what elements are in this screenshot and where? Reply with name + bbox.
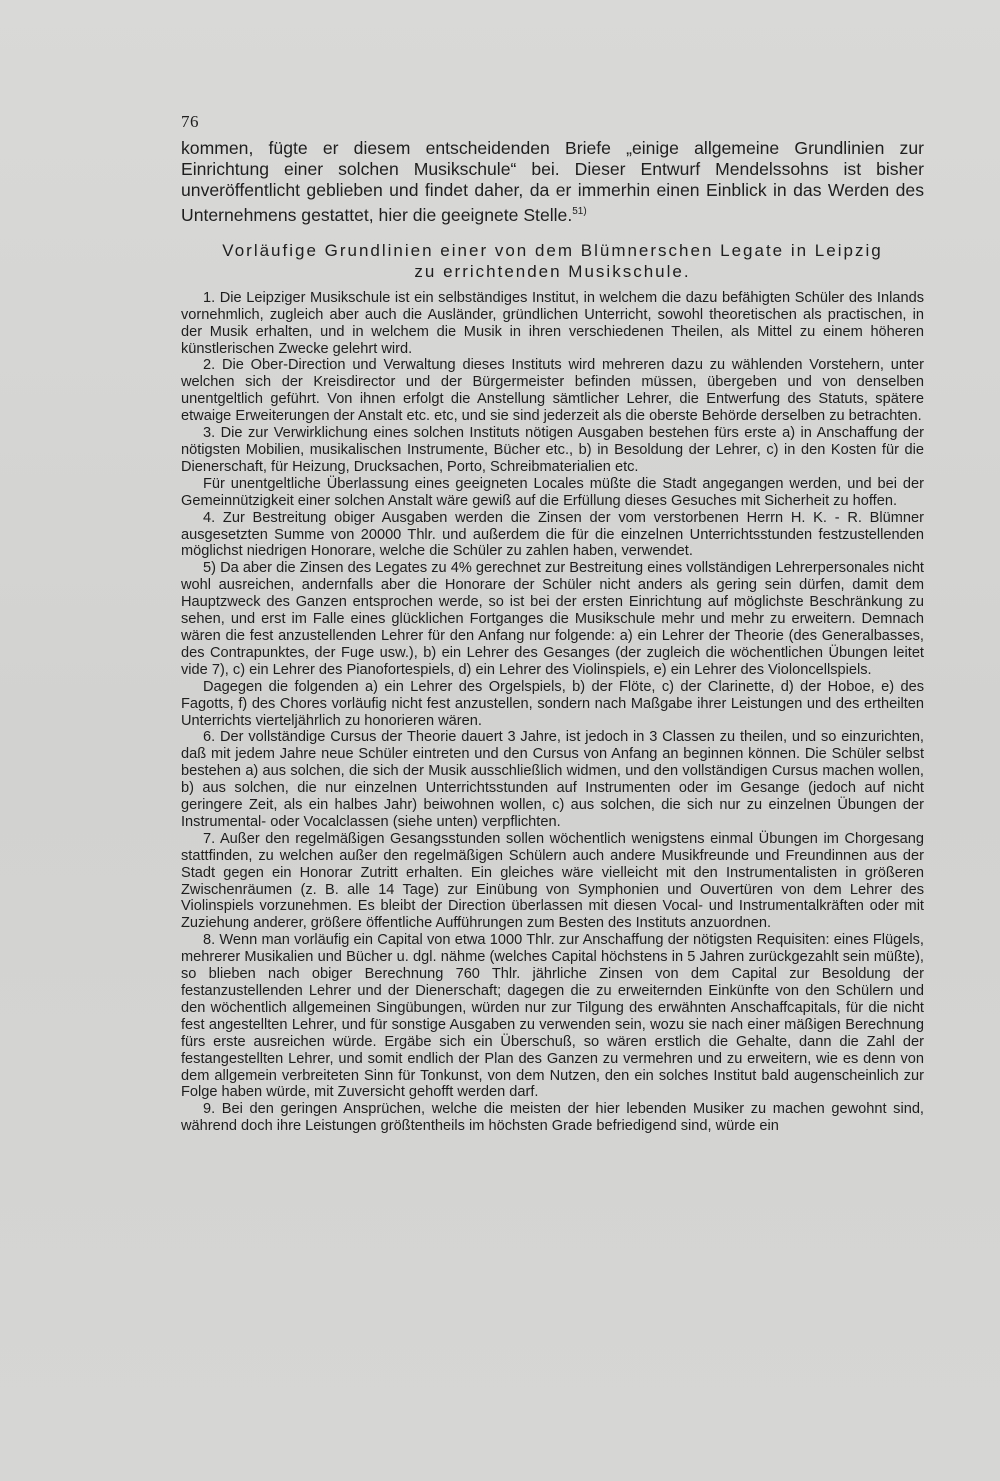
paragraph-1: 1. Die Leipziger Musikschule ist ein selbständiges Institut, in welchem die dazu befähigten Schüler des Inlands vornehmlich, zugleich aber auch die Ausländer, gründlichen Unterricht, sowohl theoretischen als practischen, in der Musik erhalten, und in welchem die Musik in ihren verschiedenen Theilen, als Mittel zu einem höheren künstlerischen Zwecke gelehrt wird. [181, 289, 924, 357]
paragraph-3: 3. Die zur Verwirklichung eines solchen Instituts nötigen Ausgaben bestehen fürs erste a) in Anschaffung der nötigsten Mobilien, musikalischen Instrumente, Bücher etc., b) in Besoldung der Lehrer, c) in den Kosten für die Dienerschaft, für Heizung, Drucksachen, Porto, Schreibmaterialien etc. [181, 425, 924, 475]
page-number: 76 [181, 112, 199, 131]
paragraph-2: 2. Die Ober-Direction und Verwaltung dieses Instituts wird mehreren dazu zu wählenden Vorstehern, unter welchen sich der Kreisdirector und der Bürgermeister befinden müssen, übergeben und von denselben unentgeltlich geführt. Von ihnen erfolgt die Anstellung sämtlicher Lehrer, die Entwerfung des Statuts, spätere etwaige Erweiterungen der Anstalt etc. etc, und sie sind jederzeit als die oberste Behörde derselben zu betrachten. [181, 357, 924, 425]
heading-line-2: zu errichtenden Musikschule. [414, 261, 691, 281]
heading-line-1: Vorläufige Grundlinien einer von dem Blümnerschen Legate in Leipzig [222, 240, 883, 260]
intro-text: kommen, fügte er diesem entscheidenden Briefe „einige allgemeine Grundlinien zur Einrichtung einer solchen Musikschule“ bei. Dieser Entwurf Mendelssohns ist bisher unveröffentlicht geblieben und findet daher, da er immerhin einen Einblick in das Werden des Unternehmens gestattet, hier die geeignete Stelle. [181, 138, 924, 225]
paragraph-8: 8. Wenn man vorläufig ein Capital von etwa 1000 Thlr. zur Anschaffung der nötigsten Requisiten: eines Flügels, mehrerer Musikalien und Bücher u. dgl. nähme (welches Capital höchstens in 5 Jahren zurückgezahlt sein müßte), so blieben nach obiger Berechnung 760 Thlr. jährliche Zinsen von dem Capital zur Besoldung der festanzustellenden Lehrer und der Dienerschaft; dagegen die zu erweiternden Einkünfte von den Schülern und den wöchentlich allgemeinen Singübungen, würden nur zur Tilgung des erwähnten Anschaffcapitals, für die nicht fest angestellten Lehrer, und für sonstige Ausgaben zu verwenden sein, wozu sie nach einer mäßigen Berechnung fürs erste ausreichen würde. Ergäbe sich ein Überschuß, so wären erstlich die Gehalte, dann die Zahl der festangestellten Lehrer, und somit endlich der Plan des Ganzen zu vermehren und zu erweitern, wie es denn von dem allgemein verbreiteten Sinn für Tonkunst, von dem Nutzen, den ein solches Institut bald augenscheinlich zur Folge haben würde, mit Zuversicht gehofft werden darf. [181, 932, 924, 1101]
footnote-ref: 51) [572, 206, 587, 217]
intro-paragraph [181, 138, 924, 226]
paragraph-9: 9. Bei den geringen Ansprüchen, welche die meisten der hier lebenden Musiker zu machen gewohnt sind, während doch ihre Leistungen größtentheils im höchsten Grade befriedigend sind, würde ein [181, 1101, 924, 1135]
paragraph-4: 4. Zur Bestreitung obiger Ausgaben werden die Zinsen der vom verstorbenen Herrn H. K. - R. Blümner ausgesetzten Summe von 20000 Thlr. und außerdem die für die einzelnen Unterrichtsstunden festzustellenden möglichst niedrigen Honorare, welche die Schüler zu zahlen haben, verwendet. [181, 509, 924, 560]
paragraph-6: 6. Der vollständige Cursus der Theorie dauert 3 Jahre, ist jedoch in 3 Classen zu theilen, und so einzurichten, daß mit jedem Jahre neue Schüler eintreten und den Cursus von Anfang an beginnen können. Die Schüler selbst bestehen a) aus solchen, die sich der Musik ausschließlich widmen, und den vollständigen Cursus machen wollen, b) aus solchen, die nur einzelnen Unterrichtsstunden auf Instrumenten oder im Gesange (jedoch auf nicht geringere Zeit, als ein halbes Jahr) beiwohnen wollen, c) aus solchen, die sich nur zu einzelnen Übungen der Instrumental- oder Vocalclassen (siehe unten) verpflichten. [181, 729, 924, 830]
paragraph-3-continued: Für unentgeltliche Überlassung eines geeigneten Locales müßte die Stadt angegangen werden, und bei der Gemeinnützigkeit einer solchen Anstalt wäre gewiß auf die Erfüllung dieses Gesuches mit Sicherheit zu hoffen. [181, 475, 924, 509]
paragraph-7: 7. Außer den regelmäßigen Gesangsstunden sollen wöchentlich wenigstens einmal Übungen im Chorgesang stattfinden, zu welchen außer den regelmäßigen Schülern auch andere Musikfreunde und Freundinnen aus der Stadt gegen ein Honorar Zutritt erhalten. Ein gleiches wäre vielleicht mit den Instrumentalisten in größeren Zwischenräumen (z. B. alle 14 Tage) zur Einübung von Symphonien und Ouvertüren von dem Lehrer des Violinspiels vorzunehmen. Es bleibt der Direction überlassen mit diesen Vocal- und Instrumentalkräften oder mit Zuziehung anderer, größere öffentliche Aufführungen zum Besten des Instituts anzuordnen. [181, 830, 924, 932]
paragraph-5: 5) Da aber die Zinsen des Legates zu 4% gerechnet zur Bestreitung eines vollständigen Lehrerpersonales nicht wohl ausreichen, andernfalls aber die Honorare der Schüler nicht anders als gering sein dürfen, damit dem Hauptzweck des Ganzen entsprochen werde, so ist bei der ersten Einrichtung auf möglichste Beschränkung zu sehen, und erst im Falle eines glücklichen Fortganges die Musikschule mehr und mehr zu erweitern. Demnach wären die fest anzustellenden Lehrer für den Anfang nur folgende: a) ein Lehrer der Theorie (des Generalbasses, des Contrapunktes, der Fuge usw.), b) ein Lehrer des Gesanges (der zugleich die wöchentlichen Übungen leitet vide 7), c) ein Lehrer des Pianofortespiels, d) ein Lehrer des Violinspiels, e) ein Lehrer des Violoncellspiels. [181, 560, 924, 678]
paragraph-5-continued: Dagegen die folgenden a) ein Lehrer des Orgelspiels, b) der Flöte, c) der Clarinette, d) der Hoboe, e) des Fagotts, f) des Chores vorläufig nicht fest anzustellen, sondern nach Maßgabe ihrer Leistungen und des ertheilten Unterrichts vierteljährlich zu honorieren wären. [181, 678, 924, 729]
text-block [181, 112, 924, 1135]
section-heading [181, 240, 924, 282]
